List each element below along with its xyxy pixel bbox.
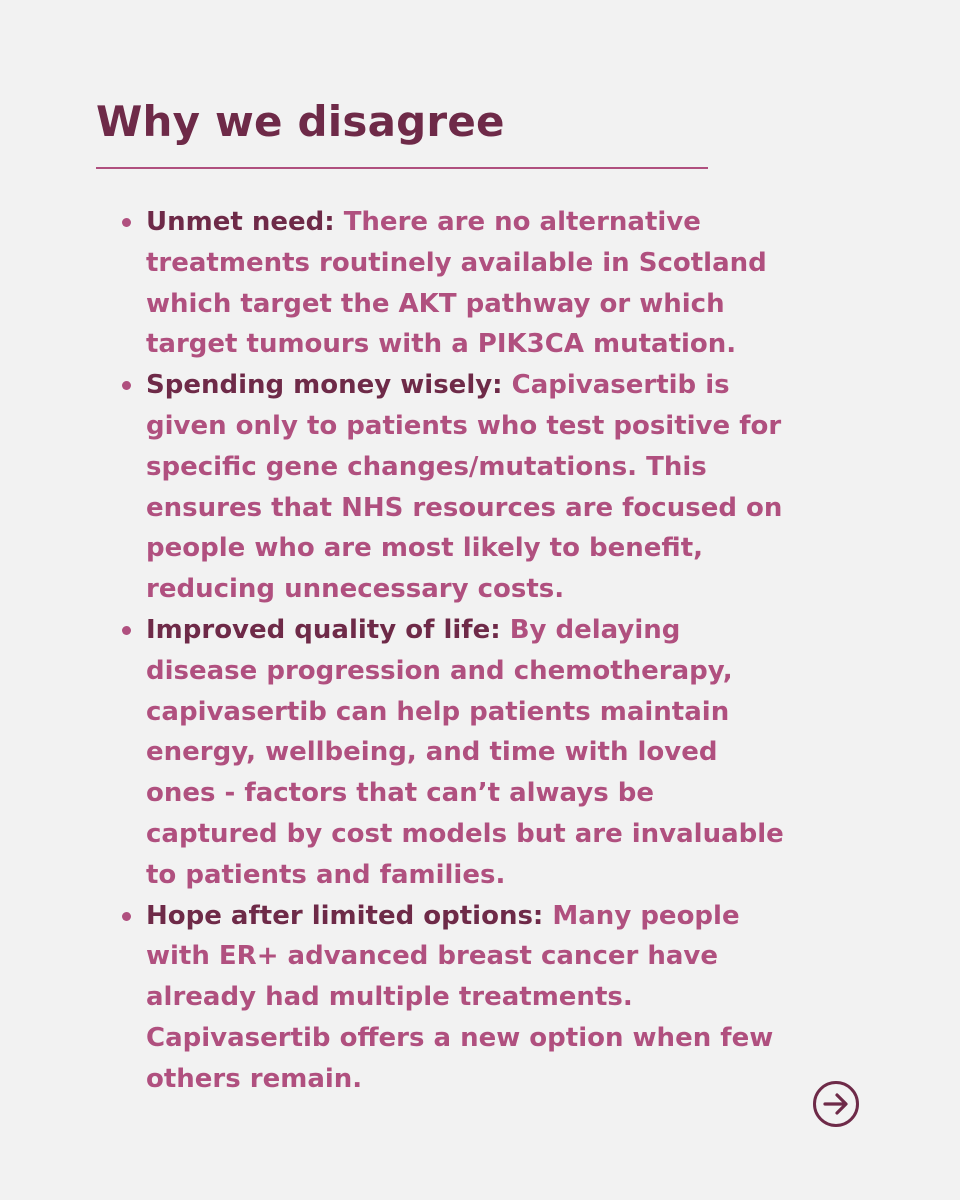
bullet-item-spending-money <box>146 365 836 610</box>
bullet-item-quality-of-life <box>146 610 836 896</box>
bullet-lead: Spending money wisely: <box>146 370 503 401</box>
bullet-item-unmet-need <box>146 202 836 365</box>
bullet-lead: Unmet need: <box>146 207 335 237</box>
title-divider <box>96 167 708 169</box>
bullet-list <box>146 202 836 1100</box>
page-title: Why we disagree <box>96 97 505 146</box>
bullet-item-hope <box>146 896 836 1100</box>
bullet-dot <box>122 381 131 390</box>
bullet-lead: Improved quality of life: <box>146 614 501 645</box>
bullet-dot <box>122 626 131 635</box>
bullet-dot <box>122 912 131 921</box>
bullet-body: There are no alternative treatments routinely available in Scotland which target the AKT pathway or which target tumours with a PIK3CA mutation. <box>146 207 767 360</box>
bullet-body: Capivasertib is given only to patients who test positive for specific gene changes/mutations. This ensures that NHS resources are focused on people who are most likely to benefit, reducing unnecessary costs. <box>146 370 783 605</box>
bullet-lead: Hope after limited options: <box>146 900 544 931</box>
bullet-body: By delaying disease progression and chemotherapy, capivasertib can help patients maintain energy, wellbeing, and time with loved ones - factors that can’t always be captured by cost models but are invaluable to patients and families. <box>146 614 784 890</box>
bullet-body: Many people with ER+ advanced breast cancer have already had multiple treatments. Capivasertib offers a new option when few others remain. <box>146 900 774 1094</box>
bullet-dot <box>122 218 131 227</box>
arrow-right-circle-icon <box>812 1080 860 1128</box>
next-slide-button[interactable] <box>812 1080 860 1128</box>
